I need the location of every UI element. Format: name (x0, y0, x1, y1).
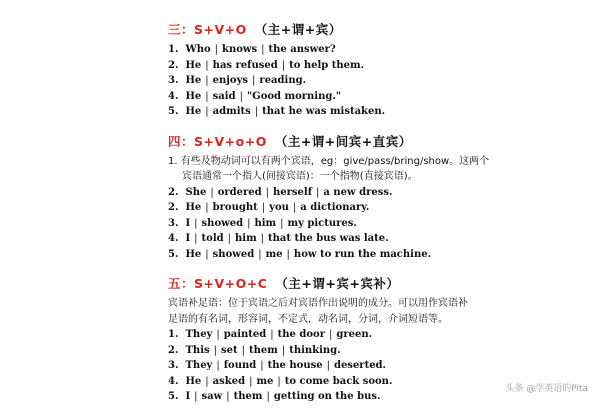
section-note: 足语的有名词，形容词，不定式，动名词，分词，介词短语等。 (168, 313, 448, 325)
sentence-segment: Who (185, 44, 211, 55)
sentence-segment: He (185, 106, 202, 117)
example-sentence (168, 247, 588, 263)
section-note: 宾语补足语：位于宾语之后对宾语作出说明的成分。可以用作宾语补 (168, 298, 468, 309)
segment-separator: | (249, 375, 253, 387)
segment-separator: | (254, 106, 259, 117)
segment-separator: | (292, 202, 297, 213)
segment-separator: | (205, 106, 209, 117)
example-number: 5. (168, 248, 179, 260)
example-sentence (168, 42, 588, 58)
sentence-segment: He (185, 90, 202, 102)
segment-separator: | (266, 391, 270, 402)
sentence-segment: getting on the bus. (273, 391, 381, 402)
section-formula: S+V+o+O (194, 133, 267, 149)
segment-separator: | (214, 44, 219, 55)
sentence-segment: my pictures. (287, 217, 357, 229)
section-1 (168, 132, 588, 263)
example-number: 2. (168, 186, 179, 198)
sentence-segment: the door (277, 329, 325, 340)
section-gloss: （主+谓+宾） (254, 22, 342, 37)
sentence-segment: deserted. (333, 360, 387, 371)
sentence-segment: He (185, 375, 202, 387)
example-number: 1. (168, 329, 179, 340)
sentence-segment: me (265, 248, 283, 260)
sentence-segment: found (223, 360, 257, 371)
example-sentence (168, 200, 588, 216)
segment-separator: | (252, 75, 256, 86)
section-number: 四： (168, 133, 195, 149)
sentence-segment: me (256, 375, 274, 387)
sentence-segment: He (185, 59, 202, 71)
example-sentence (168, 104, 588, 120)
example-number: 2. (168, 344, 179, 356)
segment-separator: | (210, 186, 214, 198)
segment-separator: | (328, 329, 333, 340)
section-gloss: （主+谓+间宾+直宾） (274, 133, 412, 149)
example-sentence (168, 343, 588, 359)
example-number: 2. (168, 59, 179, 71)
segment-separator: | (326, 360, 330, 371)
sentence-segment: knows (222, 44, 258, 55)
example-number: 4. (168, 375, 179, 387)
sentence-segment: showed (212, 248, 255, 260)
sentence-segment: to come back soon. (284, 375, 393, 387)
section-0 (168, 20, 588, 120)
segment-separator: | (277, 375, 281, 387)
sentence-segment: told (201, 233, 224, 244)
sentence-segment: them (233, 391, 263, 402)
sentence-segment: I (185, 217, 191, 229)
sentence-segment: asked (212, 375, 246, 387)
sentence-segment: said (212, 90, 236, 102)
section-gloss: （主+谓+宾+宾补） (275, 276, 400, 291)
sentence-segment: "Good morning." (246, 90, 342, 102)
example-sentence (168, 58, 588, 74)
example-number: 2. (168, 202, 179, 213)
segment-separator: | (280, 217, 284, 229)
sentence-segment: him (254, 217, 277, 229)
example-number: 5. (168, 106, 179, 117)
sentence-segment: how to run the machine. (293, 248, 432, 260)
sentence-segment: admits (212, 106, 251, 117)
sentence-segment: He (185, 202, 202, 213)
segment-separator: | (316, 186, 320, 198)
sentence-segment: I (185, 391, 191, 402)
sentence-segment: set (221, 344, 238, 356)
segment-separator: | (205, 202, 209, 213)
segment-separator: | (265, 186, 270, 198)
segment-separator: | (216, 329, 220, 340)
section-title (168, 132, 588, 152)
sentence-segment: the house (267, 360, 323, 371)
segment-separator: | (270, 329, 274, 340)
segment-separator: | (258, 248, 262, 260)
example-number: 3. (168, 360, 179, 371)
watermark: 头条 @学英语的Pita (505, 384, 588, 394)
segment-separator: | (247, 217, 251, 229)
segment-separator: | (216, 360, 220, 371)
example-sentence (168, 231, 588, 247)
example-number: 4. (168, 233, 179, 244)
sentence-segment: This (185, 344, 210, 356)
example-number: 3. (168, 217, 179, 229)
sentence-segment: to help them. (289, 59, 365, 71)
section-title (168, 20, 588, 40)
segment-separator: | (194, 391, 198, 402)
segment-separator: | (194, 217, 198, 229)
example-number: 5. (168, 391, 179, 402)
segment-separator: | (226, 391, 230, 402)
grammar-page (168, 20, 588, 417)
segment-separator: | (205, 375, 209, 387)
segment-separator: | (281, 344, 286, 356)
sentence-segment: reading. (259, 75, 307, 86)
segment-separator: | (205, 248, 209, 260)
section-formula: S+V+O+C (194, 276, 268, 291)
segment-separator: | (286, 248, 290, 260)
sentence-segment: thinking. (289, 344, 341, 356)
sentence-segment: a dictionary. (300, 202, 370, 213)
segment-separator: | (261, 202, 266, 213)
segment-separator: | (205, 75, 209, 86)
sentence-segment: enjoys (212, 75, 249, 86)
section-note: 1. 有些及物动词可以有两个宾语，eg：give/pass/bring/show。这两个 (168, 155, 490, 167)
sentence-segment: herself (273, 186, 313, 198)
sentence-segment: the answer? (268, 44, 336, 55)
sentence-segment: He (185, 248, 202, 260)
sentence-segment: that he was mistaken. (262, 106, 386, 117)
sentence-segment: has refused (212, 59, 278, 71)
segment-separator: | (261, 44, 265, 55)
sentence-segment: a new dress. (323, 186, 393, 198)
example-sentence (168, 327, 588, 343)
segment-separator: | (239, 90, 243, 102)
sentence-segment: you (269, 202, 289, 213)
segment-separator: | (205, 59, 209, 71)
section-title (168, 274, 588, 294)
sentence-segment: that the bus was late. (268, 233, 389, 244)
sentence-segment: brought (212, 202, 258, 213)
segment-separator: | (194, 233, 198, 244)
example-number: 3. (168, 75, 179, 86)
example-sentence (168, 73, 588, 89)
sentence-segment: green. (336, 329, 373, 340)
example-sentence (168, 358, 588, 374)
sentence-segment: He (185, 75, 202, 86)
sentence-segment: showed (201, 217, 244, 229)
example-sentence (168, 216, 588, 232)
sentence-segment: They (185, 329, 213, 340)
example-sentence (168, 185, 588, 201)
sentence-segment: painted (223, 329, 267, 340)
sentence-segment: They (185, 360, 213, 371)
segment-separator: | (205, 90, 209, 102)
sentence-segment: saw (201, 391, 223, 402)
section-note: 宾语通常一个指人(间接宾语)：一个指物(直接宾语)。 (182, 171, 418, 182)
section-formula: S+V+O (194, 22, 247, 37)
example-number: 1. (168, 44, 179, 55)
sentence-segment: them (249, 344, 278, 356)
section-number: 三： (168, 22, 195, 37)
sentence-segment: I (185, 233, 191, 244)
segment-separator: | (241, 344, 245, 356)
sentence-segment: him (235, 233, 257, 244)
segment-separator: | (260, 360, 264, 371)
section-number: 五： (168, 276, 195, 291)
segment-separator: | (260, 233, 265, 244)
sentence-segment: ordered (217, 186, 262, 198)
segment-separator: | (213, 344, 217, 356)
example-sentence (168, 89, 588, 105)
example-number: 4. (168, 90, 179, 102)
sentence-segment: She (185, 186, 207, 198)
segment-separator: | (227, 233, 232, 244)
segment-separator: | (281, 59, 286, 71)
